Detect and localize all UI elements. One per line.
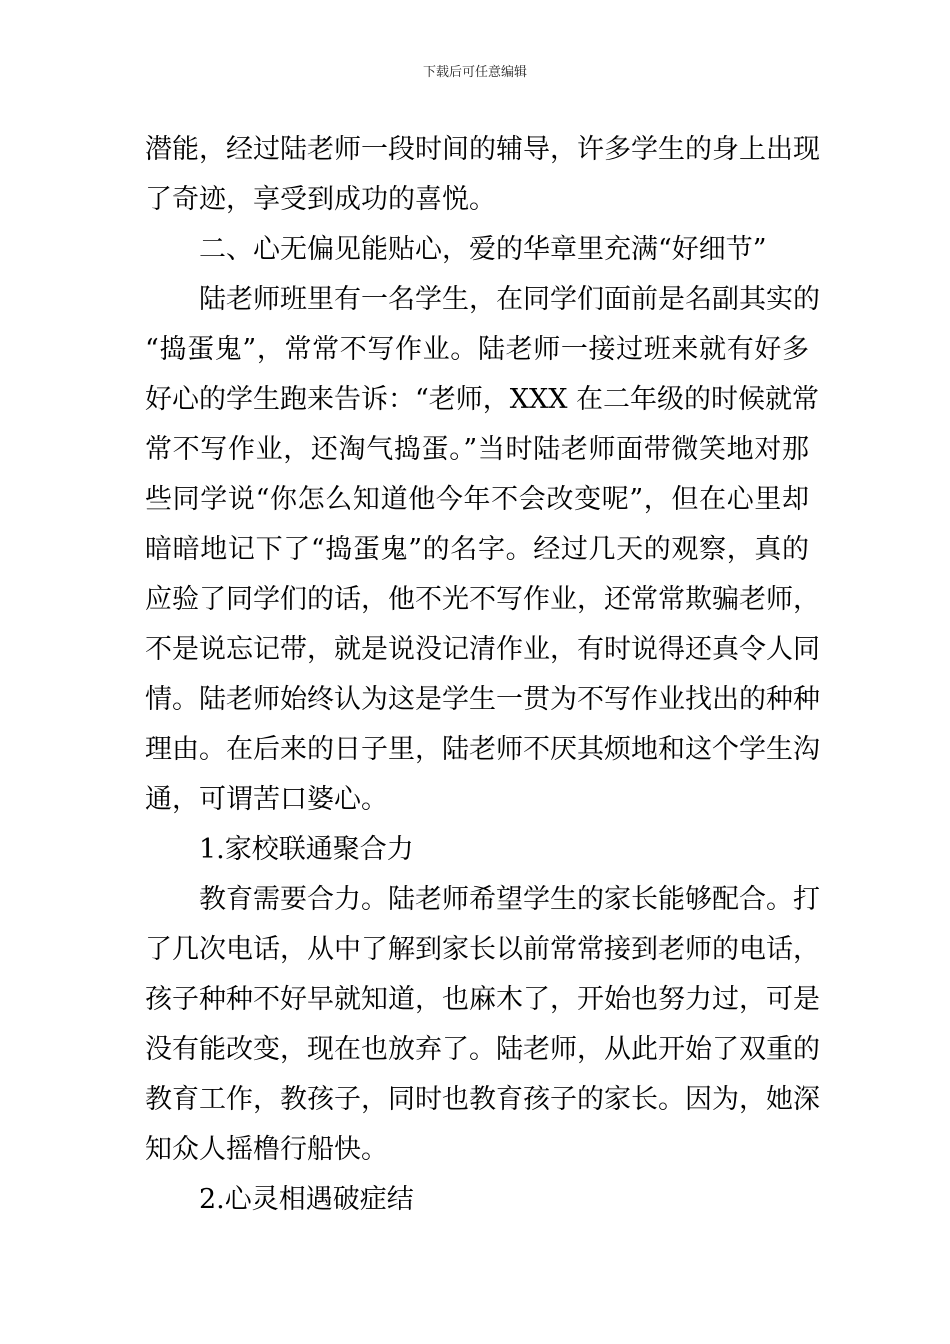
paragraph-line: 通，可谓苦口婆心。 (145, 784, 388, 815)
subsection-heading: 1.家校联通聚合力 (199, 834, 414, 865)
paragraph-line: 不是说忘记带，就是说没记清作业，有时说得还真令人同 (145, 634, 820, 665)
paragraph-line: 些同学说“你怎么知道他今年不会改变呢”，但在心里却 (145, 484, 809, 515)
paragraph-line: 教育需要合力。陆老师希望学生的家长能够配合。打 (199, 884, 820, 915)
paragraph-line: 理由。在后来的日子里，陆老师不厌其烦地和这个学生沟 (145, 734, 820, 765)
page-header: 下载后可任意编辑 (422, 65, 527, 80)
paragraph-line: 没有能改变，现在也放弃了。陆老师，从此开始了双重的 (145, 1034, 820, 1065)
paragraph-line: “捣蛋鬼”，常常不写作业。陆老师一接过班来就有好多 (145, 334, 809, 365)
paragraph-line: 应验了同学们的话，他不光不写作业，还常常欺骗老师， (145, 584, 820, 615)
paragraph-line: 陆老师班里有一名学生，在同学们面前是名副其实的 (199, 284, 820, 315)
paragraph-line: 教育工作，教孩子，同时也教育孩子的家长。因为，她深 (145, 1084, 820, 1115)
paragraph-line: 潜能，经过陆老师一段时间的辅导，许多学生的身上出现 (145, 134, 820, 165)
paragraph-line: 了奇迹，享受到成功的喜悦。 (145, 184, 496, 215)
paragraph-line: 好心的学生跑来告诉：“老师，XXX 在二年级的时候就常 (145, 384, 820, 415)
paragraph-line: 孩子种种不好早就知道，也麻木了，开始也努力过，可是 (145, 984, 820, 1015)
paragraph-line: 常不写作业，还淘气捣蛋。”当时陆老师面带微笑地对那 (145, 434, 809, 465)
paragraph-line: 情。陆老师始终认为这是学生一贯为不写作业找出的种种 (145, 684, 820, 715)
document-body (145, 125, 820, 1225)
paragraph-line: 知众人摇橹行船快。 (145, 1134, 388, 1165)
paragraph-line: 了几次电话，从中了解到家长以前常常接到老师的电话， (145, 934, 820, 965)
subsection-heading: 2.心灵相遇破症结 (199, 1184, 414, 1215)
section-heading: 二、心无偏见能贴心，爱的华章里充满“好细节” (199, 234, 767, 265)
paragraph-line: 暗暗地记下了“捣蛋鬼”的名字。经过几天的观察，真的 (145, 534, 809, 565)
